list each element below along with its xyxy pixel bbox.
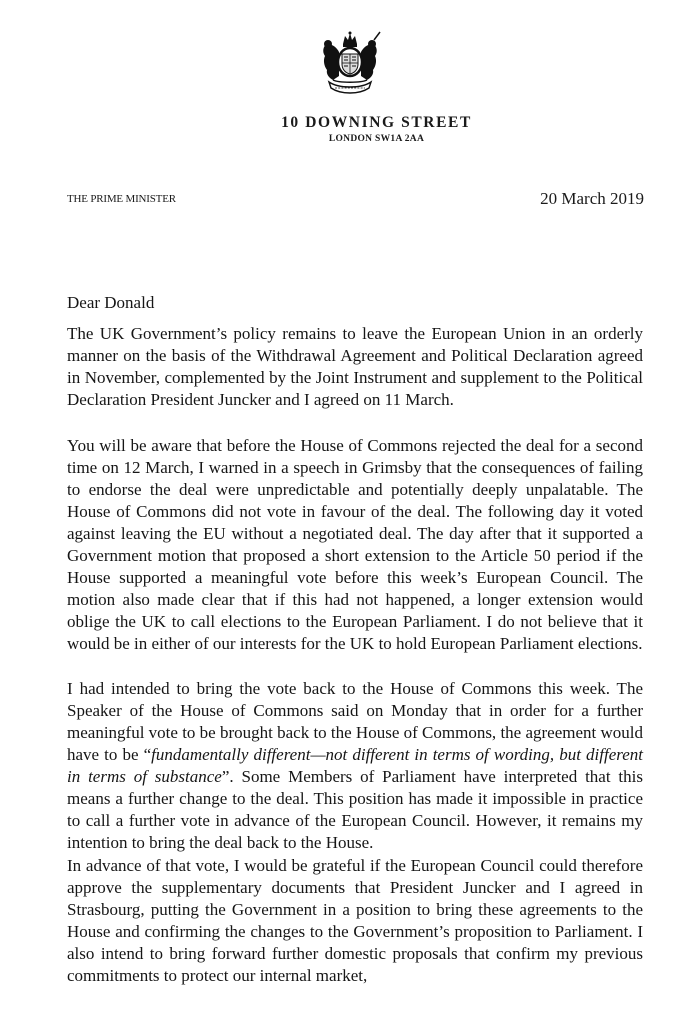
paragraph-text: The UK Government’s policy remains to leave the European Union in an orderly manner on the basis of the Withdrawal Agreement and Political Declaration agreed in November, complemented by the Joint Instrument and supplement to the Political Declaration President Juncker and I agreed on 11 March. <box>67 324 643 409</box>
letterhead <box>0 114 697 146</box>
letterhead-city: LONDON SW1A 2AA <box>328 134 425 144</box>
salutation: Dear Donald <box>67 293 155 312</box>
paragraph-2 <box>67 435 643 655</box>
paragraph-3 <box>67 678 643 854</box>
letter-date: 20 March 2019 <box>540 189 644 208</box>
paragraph-text: You will be aware that before the House of Commons rejected the deal for a second time on 12 March, I warned in a speech in Grimsby that the consequences of failing to endorse the deal were unpredictable and potentially deeply unpalatable. The House of Commons did not vote in favour of the deal. The following day it voted against leaving the EU without a negotiated deal. The day after that it supported a Government motion that proposed a short extension to the Article 50 period if the House supported a meaningful vote before this week’s European Council. The motion also made clear that if this had not happened, a longer extension would oblige the UK to call elections to the European Parliament. I do not believe that it would be in either of our interests for the UK to hold European Parliament elections. <box>67 436 643 653</box>
paragraph-text: In advance of that vote, I would be grateful if the European Council could therefore approve the supplementary documents that President Juncker and I agreed in Strasbourg, putting the Government in a position to bring these agreements to the House and confirming the changes to the Government’s proposition to Parliament. I also intend to bring forward further domestic proposals that confirm my previous commitments to protect our internal market, <box>67 856 643 985</box>
sender-title: THE PRIME MINISTER <box>67 193 176 205</box>
royal-coat-of-arms-icon <box>319 30 381 96</box>
paragraph-1 <box>67 323 643 411</box>
paragraph-4 <box>67 855 643 987</box>
paragraph-text-after-quote: ”. Some Members of Parliament have interpreted that this means a further change to the deal. This position has made it impossible in practice to call a further vote in advance of the European Council. However, it remains my intention to bring the deal back to the House. <box>67 767 643 852</box>
paragraph-text <box>67 678 643 854</box>
paragraph-text-before-quote: I had intended to bring the vote back to the House of Commons this week. The Speaker of the House of Commons said on Monday that in order for a further meaningful vote to be brought back to the House of Commons, the agreement would have to be “ <box>67 679 643 764</box>
speaker-quote: fundamentally different—not different in terms of wording, but different in terms of substance <box>67 745 644 786</box>
letterhead-street: 10 DOWNING STREET <box>281 114 472 131</box>
